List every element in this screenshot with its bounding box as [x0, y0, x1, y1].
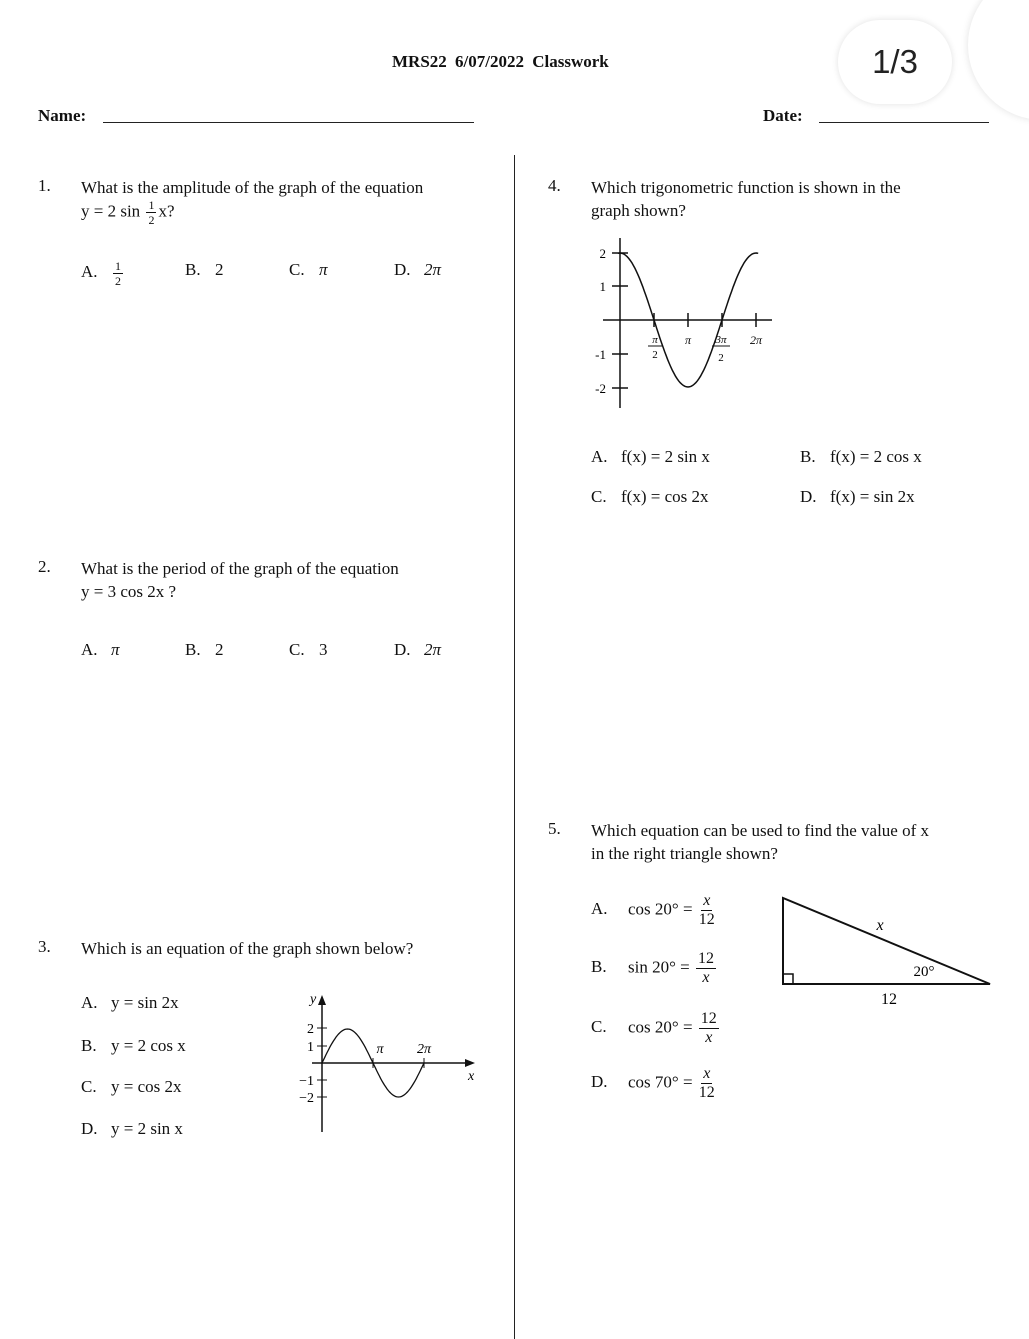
- q3-option-b[interactable]: [81, 1036, 186, 1056]
- q4-xtick-label-2pi: 2π: [749, 333, 763, 347]
- q4-text: [591, 176, 959, 222]
- q1-text-line1: What is the amplitude of the graph of the equation: [81, 178, 424, 197]
- q4-option-d[interactable]: [800, 487, 915, 507]
- q1-frac-den: 2: [148, 213, 155, 227]
- q4-option-c[interactable]: [591, 487, 708, 507]
- option-value: 2: [215, 260, 224, 279]
- q5-option-c[interactable]: [591, 1011, 721, 1046]
- q2-option-d[interactable]: [394, 640, 441, 660]
- q1-option-c[interactable]: [289, 260, 328, 280]
- q1-eq-suffix: x?: [158, 201, 175, 221]
- q4-ytick-label-m2: -2: [595, 381, 606, 396]
- option-lhs: cos 20° =: [628, 1017, 693, 1037]
- q4-ytick-label-1: 1: [599, 279, 606, 294]
- option-letter: B.: [185, 640, 201, 659]
- q5-option-a-fraction: [699, 893, 715, 928]
- option-letter: A.: [81, 993, 98, 1012]
- option-letter: C.: [591, 1017, 607, 1037]
- option-value: f(x) = 2 sin x: [621, 447, 710, 466]
- frac-den: 12: [698, 1084, 715, 1101]
- q1-option-b[interactable]: [185, 260, 224, 280]
- q3-ytick-label-m2: −2: [299, 1091, 314, 1106]
- q2-option-a[interactable]: [81, 640, 120, 660]
- q5-hypotenuse-label: x: [876, 917, 884, 934]
- q1-opt-a-den: 2: [115, 274, 121, 288]
- q4-xtick-label-3pi-half-num: 3π: [715, 334, 727, 346]
- q2-text: [81, 557, 471, 603]
- option-value: 2: [215, 640, 224, 659]
- option-value: 3: [319, 640, 328, 659]
- option-value: f(x) = sin 2x: [830, 487, 915, 506]
- column-divider: [514, 155, 515, 1339]
- q1-opt-a-num: 1: [115, 259, 121, 273]
- option-letter: D.: [394, 260, 411, 279]
- frac-num: 12: [700, 1010, 717, 1027]
- q4-xtick-label-pi-half-num: π: [652, 334, 658, 346]
- option-value: π: [319, 260, 328, 279]
- q5-option-d[interactable]: [591, 1066, 717, 1101]
- option-lhs: cos 70° =: [628, 1072, 693, 1092]
- option-letter: D.: [81, 1119, 98, 1138]
- option-letter: A.: [591, 899, 608, 919]
- q3-x-arrow: [465, 1059, 475, 1067]
- q4-xtick-label-pi-half-den: 2: [652, 349, 658, 361]
- option-letter: D.: [591, 1072, 608, 1092]
- q5-option-b[interactable]: [591, 951, 718, 986]
- q3-number: 3.: [38, 937, 51, 956]
- option-letter: D.: [394, 640, 411, 659]
- q5-option-c-fraction: [699, 1011, 719, 1046]
- q3-option-d[interactable]: [81, 1119, 183, 1139]
- q2-equation: y = 3 cos 2x ?: [81, 582, 177, 601]
- q5-text: [591, 819, 993, 865]
- q5-option-b-fraction: [696, 951, 716, 986]
- q3-x-label: x: [468, 1069, 475, 1084]
- q5-option-a[interactable]: [591, 893, 717, 928]
- q2-option-b[interactable]: [185, 640, 224, 660]
- q1-option-a-fraction: [113, 260, 123, 287]
- date-label: Date:: [763, 106, 803, 125]
- q4-number: 4.: [548, 176, 561, 195]
- frac-den: x: [705, 1029, 713, 1046]
- option-letter: A.: [81, 640, 98, 659]
- q4-graph: [585, 235, 780, 410]
- q1-number: 1.: [38, 176, 51, 195]
- option-value: π: [111, 640, 120, 659]
- option-letter: C.: [81, 1077, 97, 1096]
- q3-ytick-label-1: 1: [307, 1040, 314, 1055]
- frac-num: x: [703, 1065, 711, 1082]
- name-label: Name:: [38, 106, 87, 125]
- q4-ytick-label-2: 2: [599, 246, 606, 261]
- q5-right-angle-mark: [783, 974, 793, 984]
- q5-text-line1: Which equation can be used to find the value of x: [591, 821, 929, 840]
- q5-text-line2: in the right triangle shown?: [591, 844, 778, 863]
- q1-eq-prefix: y = 2 sin: [81, 201, 141, 221]
- option-lhs: sin 20° =: [628, 957, 690, 977]
- q4-ytick-label-m1: -1: [595, 347, 606, 362]
- option-letter: B.: [591, 957, 607, 977]
- q1-frac-num: 1: [148, 198, 155, 212]
- option-value: f(x) = 2 cos x: [830, 447, 922, 466]
- option-letter: C.: [289, 260, 305, 279]
- worksheet-title: MRS22 6/07/2022 Classwork: [392, 52, 609, 71]
- q3-graph: [285, 985, 485, 1135]
- option-value: y = 2 cos x: [111, 1036, 186, 1055]
- q3-text: Which is an equation of the graph shown below?: [81, 939, 414, 958]
- frac-den: 12: [698, 911, 715, 928]
- frac-num: 12: [697, 950, 714, 967]
- option-letter: B.: [800, 447, 816, 466]
- q1-eq-fraction: [146, 199, 156, 226]
- option-value: y = sin 2x: [111, 993, 179, 1012]
- option-value: 2π: [424, 640, 442, 659]
- q3-ytick-label-2: 2: [307, 1022, 314, 1037]
- q3-y-arrow: [318, 995, 326, 1005]
- q4-option-a[interactable]: [591, 447, 710, 467]
- q4-option-b[interactable]: [800, 447, 922, 467]
- date-blank-line: [819, 122, 989, 123]
- option-lhs: cos 20° =: [628, 899, 693, 919]
- option-letter: B.: [81, 1036, 97, 1055]
- q1-option-d[interactable]: [394, 260, 441, 280]
- q2-option-c[interactable]: [289, 640, 328, 660]
- q4-text-line2: graph shown?: [591, 201, 686, 220]
- q3-y-label: y: [310, 992, 317, 1007]
- q3-ytick-label-m1: −1: [299, 1074, 314, 1089]
- corner-button[interactable]: [968, 0, 1029, 120]
- q5-option-d-fraction: [699, 1066, 715, 1101]
- q5-angle-label: 20°: [913, 964, 935, 980]
- option-value: 2π: [424, 260, 442, 279]
- q5-number: 5.: [548, 819, 561, 838]
- q1-option-a[interactable]: [81, 260, 125, 287]
- name-blank-line: [103, 122, 474, 123]
- option-letter: D.: [800, 487, 817, 506]
- frac-num: x: [703, 892, 711, 909]
- q1-equation: [81, 199, 483, 226]
- q5-triangle-outline: [783, 898, 990, 984]
- option-value: y = cos 2x: [111, 1077, 182, 1096]
- q3-xtick-label-pi: π: [376, 1042, 384, 1057]
- q3-xtick-label-2pi: 2π: [416, 1042, 432, 1057]
- option-value: y = 2 sin x: [111, 1119, 183, 1138]
- option-letter: A.: [81, 262, 98, 282]
- page-indicator[interactable]: 1/3: [838, 20, 952, 104]
- q1-text: [81, 176, 483, 226]
- q2-text-line1: What is the period of the graph of the equation: [81, 559, 399, 578]
- q4-xtick-label-3pi-half-den: 2: [718, 352, 724, 364]
- option-value: f(x) = cos 2x: [621, 487, 709, 506]
- q4-xtick-label-pi: π: [684, 333, 692, 347]
- q4-text-line1: Which trigonometric function is shown in the: [591, 178, 901, 197]
- option-letter: B.: [185, 260, 201, 279]
- option-letter: A.: [591, 447, 608, 466]
- q2-number: 2.: [38, 557, 51, 576]
- q3-option-a[interactable]: [81, 993, 179, 1013]
- frac-den: x: [702, 969, 710, 986]
- q5-base-label: 12: [881, 991, 897, 1008]
- q3-option-c[interactable]: [81, 1077, 182, 1097]
- option-letter: C.: [591, 487, 607, 506]
- q5-right-triangle: [775, 890, 1000, 1010]
- option-letter: C.: [289, 640, 305, 659]
